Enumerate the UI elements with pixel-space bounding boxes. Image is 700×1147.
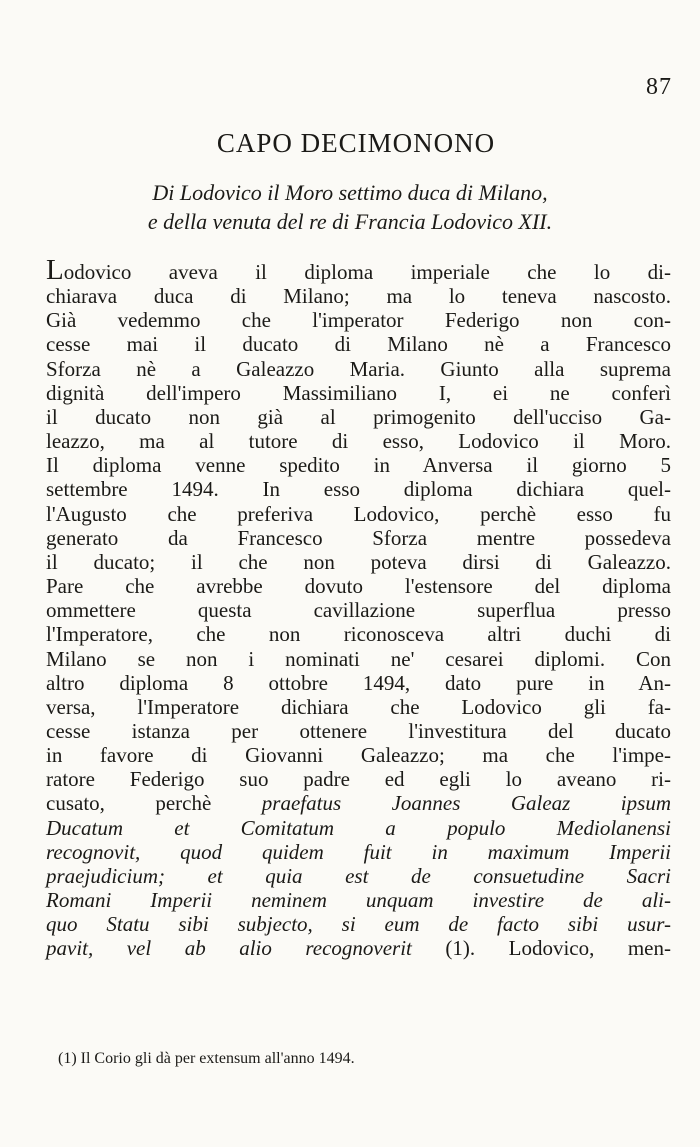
latin-quote-line: quo Statu sibi subjecto, si eum de facto sibi usur- (46, 912, 671, 937)
text-line: leazzo, ma al tutore di esso, Lodovico il Moro. (46, 429, 671, 454)
text-line: Già vedemmo che l'imperator Federigo non con- (46, 308, 671, 333)
text-line: altro diploma 8 ottobre 1494, dato pure in An- (46, 670, 671, 695)
text-fragment: odovico aveva il diploma imperiale che lo di- (63, 260, 671, 284)
text-line: il ducato non già al primogenito dell'ucciso Ga- (46, 404, 671, 429)
text-fragment: (1). Lodovico, men- (411, 936, 671, 961)
text-line: versa, l'Imperatore dichiara che Lodovico gli fa- (46, 694, 671, 719)
page-number: 87 (646, 74, 672, 100)
body-text (46, 254, 671, 961)
text-line: Milano se non i nominati ne' cesarei diplomi. Con (46, 646, 671, 671)
text-line: in favore di Giovanni Galeazzo; ma che l'impe- (46, 743, 671, 768)
footnote: (1) Il Corio gli dà per extensum all'anno 1494. (58, 1050, 355, 1067)
text-line: cesse mai il ducato di Milano nè a Francesco (46, 332, 671, 357)
chapter-title: CAPO DECIMONONO (216, 128, 496, 158)
text-line (46, 791, 671, 815)
latin-quote-line: praejudicium; et quia est de consuetudine Sacri (46, 863, 671, 888)
text-line (46, 254, 671, 286)
latin-quote-line: recognovit, quod quidem fuit in maximum Imperii (46, 839, 671, 864)
text-fragment: cusato, perchè (46, 791, 262, 816)
text-line: Sforza nè a Galeazzo Maria. Giunto alla suprema (46, 356, 671, 381)
initial-letter: L (46, 254, 64, 286)
text-line: chiarava duca di Milano; ma lo teneva nascosto. (46, 284, 671, 309)
text-line: l'Imperatore, che non riconosceva altri duchi di (46, 622, 671, 647)
text-line: cesse istanza per ottenere l'investitura del ducato (46, 718, 671, 743)
chapter-subtitle (0, 178, 700, 236)
text-line: l'Augusto che preferiva Lodovico, perchè esso fu (46, 501, 671, 526)
text-line: ratore Federigo suo padre ed egli lo aveano ri- (46, 767, 671, 792)
latin-quote-line: Ducatum et Comitatum a populo Mediolanensi (46, 815, 671, 840)
text-line (46, 936, 671, 960)
latin-quote-line: Romani Imperii neminem unquam investire de ali- (46, 888, 671, 913)
latin-quote-fragment: praefatus Joannes Galeaz ipsum (261, 791, 671, 816)
text-line: ommettere questa cavillazione superflua presso (46, 598, 671, 623)
text-line: generato da Francesco Sforza mentre possedeva (46, 525, 671, 550)
text-line: il ducato; il che non poteva dirsi di Galeazzo. (46, 549, 671, 574)
subtitle-line-1: Di Lodovico il Moro settimo duca di Milano, (152, 180, 548, 205)
text-line: dignità dell'impero Massimiliano I, ei ne conferì (46, 380, 671, 405)
latin-quote-fragment: pavit, vel ab alio recognoverit (46, 936, 412, 961)
subtitle-line-2: e della venuta del re di Francia Lodovico XII. (147, 209, 553, 234)
text-line: settembre 1494. In esso diploma dichiara quel- (46, 477, 671, 502)
text-line: Il diploma venne spedito in Anversa il giorno 5 (46, 453, 671, 478)
text-line: Pare che avrebbe dovuto l'estensore del diploma (46, 574, 671, 599)
